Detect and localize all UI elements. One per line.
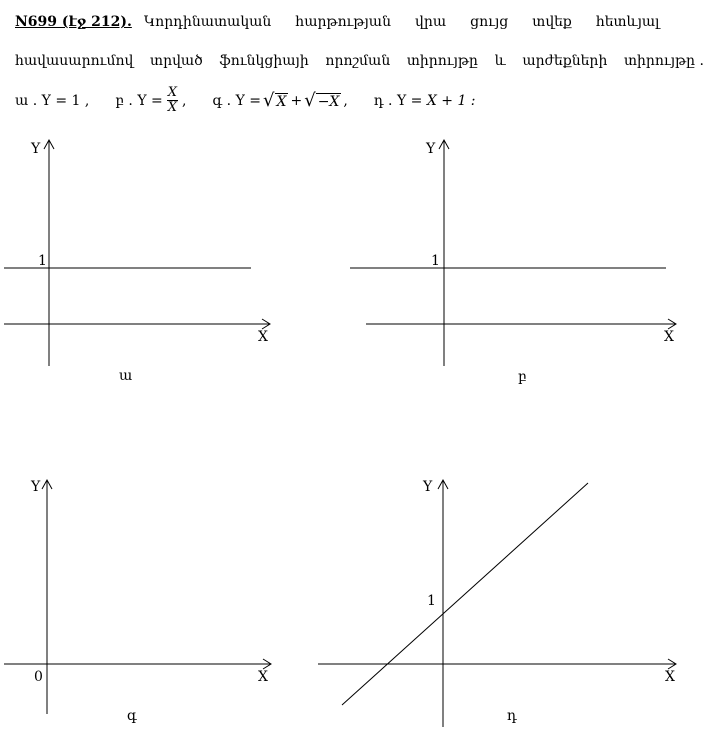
tick-label: 1 [431, 253, 440, 269]
formula-tail: , [182, 92, 187, 109]
radicand: −X [317, 93, 340, 110]
word: տրված [150, 53, 203, 69]
y-axis-label: Y [31, 479, 41, 495]
word: ֆունկցիայի [219, 53, 309, 69]
graph-caption: բ [518, 369, 527, 385]
graph-d [318, 480, 676, 727]
formula-tail: , [343, 92, 348, 109]
word: տիրույթը [406, 53, 478, 69]
formula-lhs: Y = [137, 92, 163, 109]
word: հավասարումով [15, 53, 134, 69]
problem-number: N699 (էջ 212). [15, 14, 132, 30]
formula-lhs: Y = [396, 92, 423, 109]
x-axis-label: X [258, 669, 268, 685]
y-axis-label: Y [423, 479, 433, 495]
plus-sign: + [290, 92, 303, 109]
formula-label: գ . [212, 92, 232, 109]
word: արժեքների [522, 53, 608, 69]
word: վրա [415, 14, 447, 30]
word: տվեք [532, 14, 572, 30]
formula-label: բ . [115, 92, 133, 109]
formula-expr: X + 1 : [426, 92, 476, 109]
word: հարթության [295, 14, 391, 30]
word: տիրույթը . [624, 53, 704, 69]
y-axis-label: Y [426, 141, 436, 157]
word: և [494, 53, 506, 69]
formula-expr: Y = 1 , [41, 92, 90, 109]
formula-lhs: Y = [235, 92, 262, 109]
x-axis-label: X [665, 669, 675, 685]
graph-caption: գ [127, 708, 137, 724]
word: Կորդինատական [143, 14, 272, 30]
word: որոշման [325, 53, 391, 69]
formula-label: ա . [15, 92, 38, 109]
graph-caption: ա [119, 368, 133, 384]
graph-c [4, 480, 271, 714]
formula-label: դ . [373, 92, 393, 109]
tick-label: 1 [427, 593, 436, 609]
radicand: X [276, 93, 287, 110]
tick-label: 1 [38, 253, 47, 269]
radical-icon: √ [263, 89, 275, 111]
tick-label: 0 [34, 669, 43, 685]
y-axis-label: Y [31, 141, 41, 157]
x-axis-label: X [258, 329, 268, 345]
fraction-numerator: X [167, 85, 178, 100]
function-line-x-plus-1 [342, 483, 588, 705]
radical-icon: √ [304, 89, 316, 111]
graph-caption: դ [507, 708, 517, 724]
word: հետևյալ [595, 14, 660, 30]
word: ցույց [470, 14, 509, 30]
fraction-denominator: X [167, 100, 178, 115]
x-axis-label: X [664, 329, 674, 345]
graph-b [350, 140, 676, 366]
